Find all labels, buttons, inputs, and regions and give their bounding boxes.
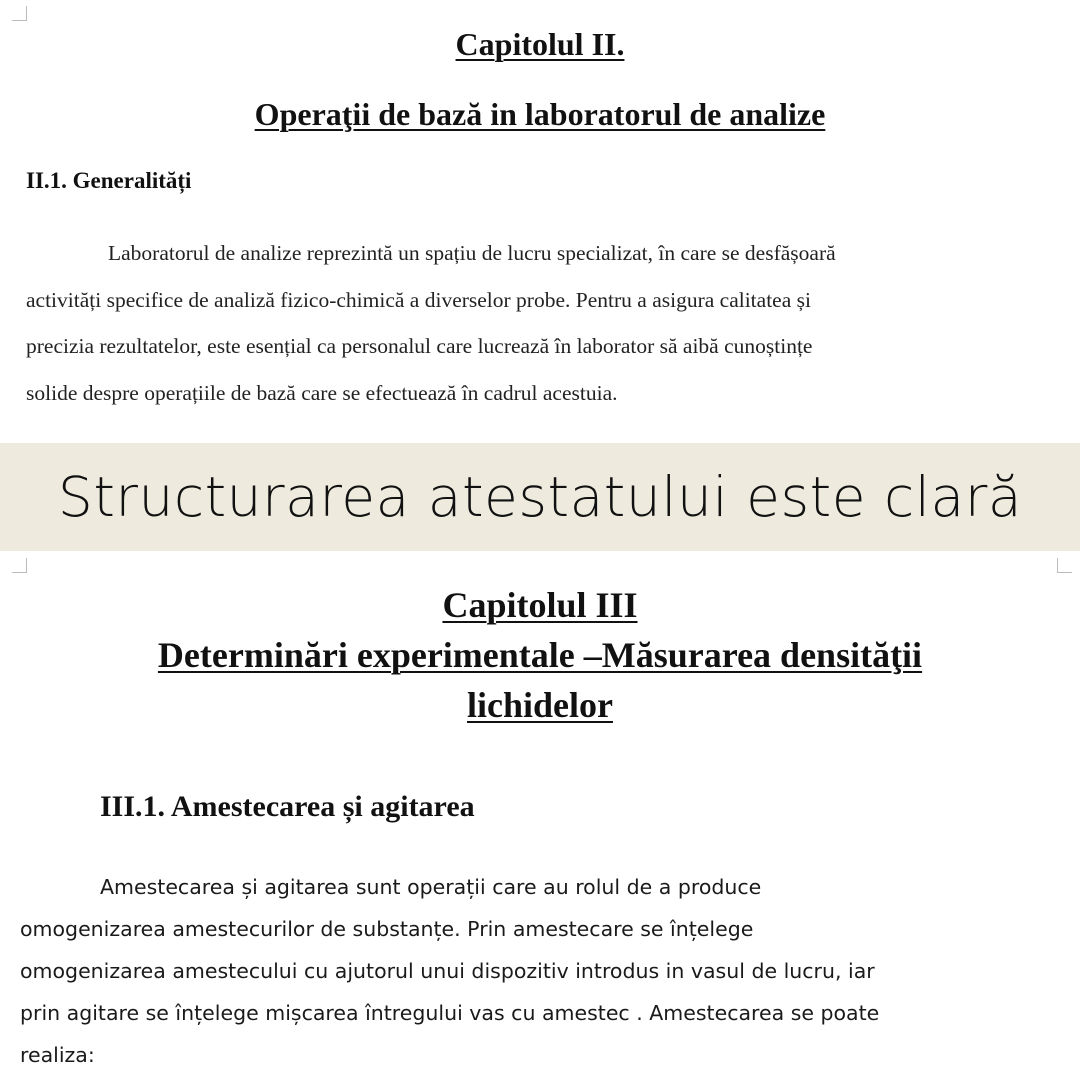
paragraph-line: omogenizarea amestecului cu ajutorul unui dispozitiv introdus in vasul de lucru, iar: [20, 959, 875, 983]
page-corner-marker: [12, 558, 27, 573]
paragraph-line: Amestecarea și agitarea sunt operații care au rolul de a produce: [100, 875, 762, 899]
paragraph-line: realiza:: [20, 1043, 95, 1067]
paragraph-line: solide despre operațiile de bază care se efectuează în cadrul acestuia.: [26, 380, 618, 405]
paragraph-line: activități specifice de analiză fizico-chimică a diverselor probe. Pentru a asigura calitatea și: [26, 287, 811, 312]
chapter-title-text: Capitolul II.: [455, 26, 625, 62]
document-page-top: [0, 0, 1080, 443]
chapter-subtitle-text: Operaţii de bază in laboratorul de analize: [254, 96, 826, 132]
page-corner-marker: [1057, 558, 1072, 573]
paragraph-line: prin agitare se înțelege mișcarea întregului vas cu amestec . Amestecarea se poate: [20, 1001, 880, 1025]
page-corner-marker: [12, 6, 27, 21]
section-heading: II.1. Generalități: [26, 168, 192, 193]
paragraph-line: precizia rezultatelor, este esențial ca personalul care lucrează în laborator să aibă cunoștințe: [26, 334, 813, 358]
chapter-subtitle-text: Determinări experimentale –Măsurarea densităţii: [157, 635, 923, 675]
paragraph-line: omogenizarea amestecurilor de substanțe. Prin amestecare se înțelege: [20, 917, 754, 941]
paragraph-line: Laboratorul de analize reprezintă un spațiu de lucru specializat, în care se desfășoară: [108, 241, 836, 265]
chapter-title: [0, 26, 1080, 63]
chapter-subtitle: [0, 96, 1080, 133]
body-paragraph: [26, 230, 1036, 416]
chapter-heading-block: [0, 580, 1080, 730]
body-paragraph: [20, 866, 1060, 1076]
section-heading: III.1. Amestecarea și agitarea: [100, 790, 475, 823]
banner-caption: Structurarea atestatului este clară: [57, 465, 1023, 529]
chapter-subtitle-text: lichidelor: [467, 685, 613, 725]
chapter-title-text: Capitolul III: [442, 585, 638, 625]
caption-banner: [0, 443, 1080, 551]
